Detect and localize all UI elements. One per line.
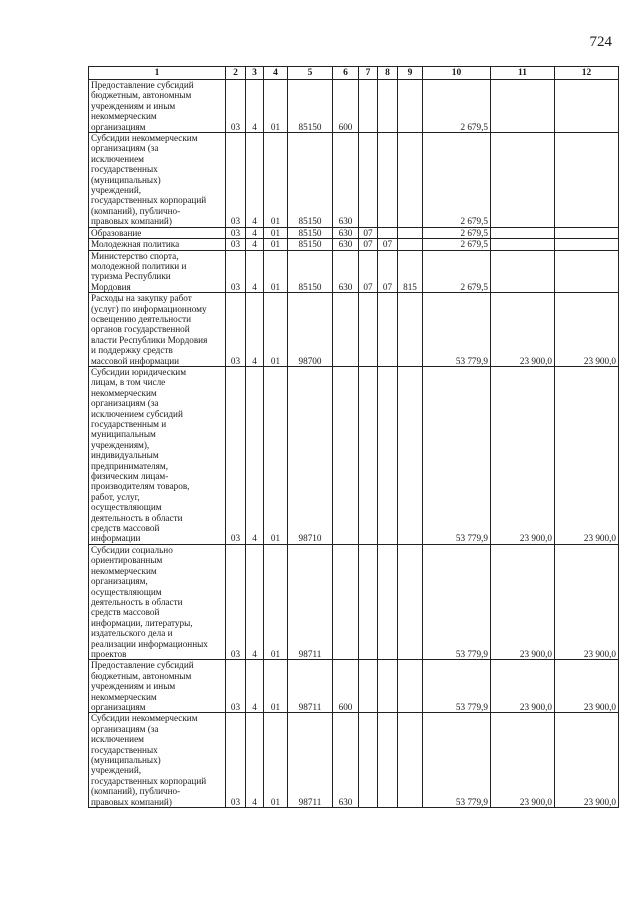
cell-col-2: 03 [226,660,246,713]
cell-col-5: 85150 [288,227,333,238]
col-header-10: 10 [423,67,491,80]
cell-col-4: 01 [264,250,288,293]
cell-col-11: 23 900,0 [491,366,555,544]
cell-col-11 [491,133,555,228]
cell-col-8: 07 [378,239,398,250]
cell-col-2: 03 [226,80,246,133]
cell-col-3: 4 [246,133,264,228]
cell-col-3: 4 [246,544,264,659]
cell-col-9: 815 [398,250,423,293]
cell-col-8 [378,133,398,228]
cell-col-9 [398,239,423,250]
table-row [89,713,619,808]
cell-col-5: 98700 [288,293,333,367]
cell-col-6: 600 [333,660,359,713]
cell-col-5: 85150 [288,250,333,293]
cell-col-3: 4 [246,239,264,250]
cell-col-7 [359,660,378,713]
cell-col-5: 98711 [288,660,333,713]
cell-col-6: 630 [333,227,359,238]
cell-col-7 [359,133,378,228]
cell-col-7 [359,713,378,808]
cell-col-9 [398,133,423,228]
cell-col-8 [378,713,398,808]
cell-col-11: 23 900,0 [491,544,555,659]
col-header-8: 8 [378,67,398,80]
row-name-cell: Молодежная политика [89,239,226,250]
cell-col-10: 53 779,9 [423,293,491,367]
cell-col-7: 07 [359,227,378,238]
cell-col-6 [333,293,359,367]
col-header-3: 3 [246,67,264,80]
cell-col-4: 01 [264,80,288,133]
cell-col-9 [398,366,423,544]
cell-col-5: 98711 [288,544,333,659]
cell-col-12: 23 900,0 [555,544,619,659]
cell-col-6 [333,544,359,659]
cell-col-6: 600 [333,80,359,133]
cell-col-11 [491,80,555,133]
row-name-cell: Предоставление субсидий бюджетным, автономным учреждениям и иным некоммерческим организациям [89,80,226,133]
cell-col-2: 03 [226,713,246,808]
col-header-2: 2 [226,67,246,80]
cell-col-6: 630 [333,133,359,228]
cell-col-12 [555,80,619,133]
cell-col-4: 01 [264,293,288,367]
table-row [89,544,619,659]
header-row [89,67,619,80]
cell-col-9 [398,713,423,808]
table-row [89,239,619,250]
cell-col-10: 2 679,5 [423,80,491,133]
cell-col-2: 03 [226,293,246,367]
cell-col-11: 23 900,0 [491,660,555,713]
cell-col-6 [333,366,359,544]
cell-col-10: 53 779,9 [423,660,491,713]
cell-col-3: 4 [246,80,264,133]
cell-col-4: 01 [264,660,288,713]
cell-col-12 [555,250,619,293]
cell-col-7: 07 [359,239,378,250]
row-name-cell: Министерство спорта, молодежной политики и туризма Республики Мордовия [89,250,226,293]
cell-col-4: 01 [264,544,288,659]
cell-col-7 [359,366,378,544]
cell-col-8 [378,80,398,133]
cell-col-5: 98711 [288,713,333,808]
cell-col-7: 07 [359,250,378,293]
cell-col-6: 630 [333,239,359,250]
cell-col-8 [378,293,398,367]
cell-col-10: 2 679,5 [423,227,491,238]
cell-col-4: 01 [264,239,288,250]
cell-col-7 [359,544,378,659]
cell-col-12 [555,133,619,228]
cell-col-3: 4 [246,366,264,544]
cell-col-5: 85150 [288,133,333,228]
table-row [89,660,619,713]
row-name-cell: Субсидии юридическим лицам, в том числе некоммерческим организациям (за исключением субсидий государственным и муниципальным учреждениям), индивидуальным предпринимателям, физическим лицам- производителям товаров, работ, услуг, осуществляющим деятельность в области средств массовой информации [89,366,226,544]
cell-col-2: 03 [226,227,246,238]
cell-col-7 [359,80,378,133]
cell-col-2: 03 [226,544,246,659]
table-row [89,80,619,133]
cell-col-8 [378,544,398,659]
cell-col-8 [378,660,398,713]
cell-col-12: 23 900,0 [555,713,619,808]
page-number: 724 [589,34,612,50]
col-header-1: 1 [89,67,226,80]
cell-col-11: 23 900,0 [491,713,555,808]
cell-col-10: 2 679,5 [423,239,491,250]
cell-col-10: 53 779,9 [423,713,491,808]
col-header-12: 12 [555,67,619,80]
cell-col-6: 630 [333,713,359,808]
cell-col-5: 85150 [288,80,333,133]
cell-col-3: 4 [246,250,264,293]
cell-col-4: 01 [264,366,288,544]
cell-col-11 [491,239,555,250]
row-name-cell: Субсидии некоммерческим организациям (за исключением государственных (муниципальных) учреждений, государственных корпораций (компаний), публично- правовых компаний) [89,133,226,228]
table-row [89,366,619,544]
cell-col-7 [359,293,378,367]
cell-col-10: 2 679,5 [423,133,491,228]
cell-col-11 [491,227,555,238]
col-header-7: 7 [359,67,378,80]
table-row [89,227,619,238]
cell-col-10: 53 779,9 [423,544,491,659]
table-row [89,133,619,228]
col-header-5: 5 [288,67,333,80]
cell-col-2: 03 [226,250,246,293]
cell-col-3: 4 [246,227,264,238]
cell-col-2: 03 [226,133,246,228]
cell-col-12 [555,239,619,250]
cell-col-8 [378,227,398,238]
cell-col-9 [398,660,423,713]
cell-col-12 [555,227,619,238]
cell-col-2: 03 [226,366,246,544]
cell-col-5: 98710 [288,366,333,544]
cell-col-9 [398,293,423,367]
row-name-cell: Предоставление субсидий бюджетным, автономным учреждениям и иным некоммерческим организациям [89,660,226,713]
cell-col-9 [398,227,423,238]
row-name-cell: Расходы на закупку работ (услуг) по информационному освещению деятельности органов государственной власти Республики Мордовия и поддержку средств массовой информации [89,293,226,367]
table-row [89,250,619,293]
budget-table [88,66,619,808]
cell-col-12: 23 900,0 [555,293,619,367]
cell-col-10: 2 679,5 [423,250,491,293]
cell-col-10: 53 779,9 [423,366,491,544]
row-name-cell: Субсидии некоммерческим организациям (за исключением государственных (муниципальных) учреждений, государственных корпораций (компаний), публично- правовых компаний) [89,713,226,808]
col-header-9: 9 [398,67,423,80]
col-header-6: 6 [333,67,359,80]
cell-col-3: 4 [246,660,264,713]
cell-col-8 [378,366,398,544]
cell-col-4: 01 [264,713,288,808]
cell-col-2: 03 [226,239,246,250]
col-header-4: 4 [264,67,288,80]
cell-col-9 [398,544,423,659]
cell-col-3: 4 [246,713,264,808]
cell-col-11 [491,250,555,293]
row-name-cell: Субсидии социально ориентированным некоммерческим организациям, осуществляющим деятельность в области средств массовой информации, литературы, издательского дела и реализации информационных проектов [89,544,226,659]
cell-col-12: 23 900,0 [555,660,619,713]
cell-col-6: 630 [333,250,359,293]
cell-col-8: 07 [378,250,398,293]
cell-col-5: 85150 [288,239,333,250]
col-header-11: 11 [491,67,555,80]
cell-col-11: 23 900,0 [491,293,555,367]
cell-col-4: 01 [264,133,288,228]
cell-col-9 [398,80,423,133]
row-name-cell: Образование [89,227,226,238]
table-row [89,293,619,367]
cell-col-3: 4 [246,293,264,367]
cell-col-12: 23 900,0 [555,366,619,544]
cell-col-4: 01 [264,227,288,238]
